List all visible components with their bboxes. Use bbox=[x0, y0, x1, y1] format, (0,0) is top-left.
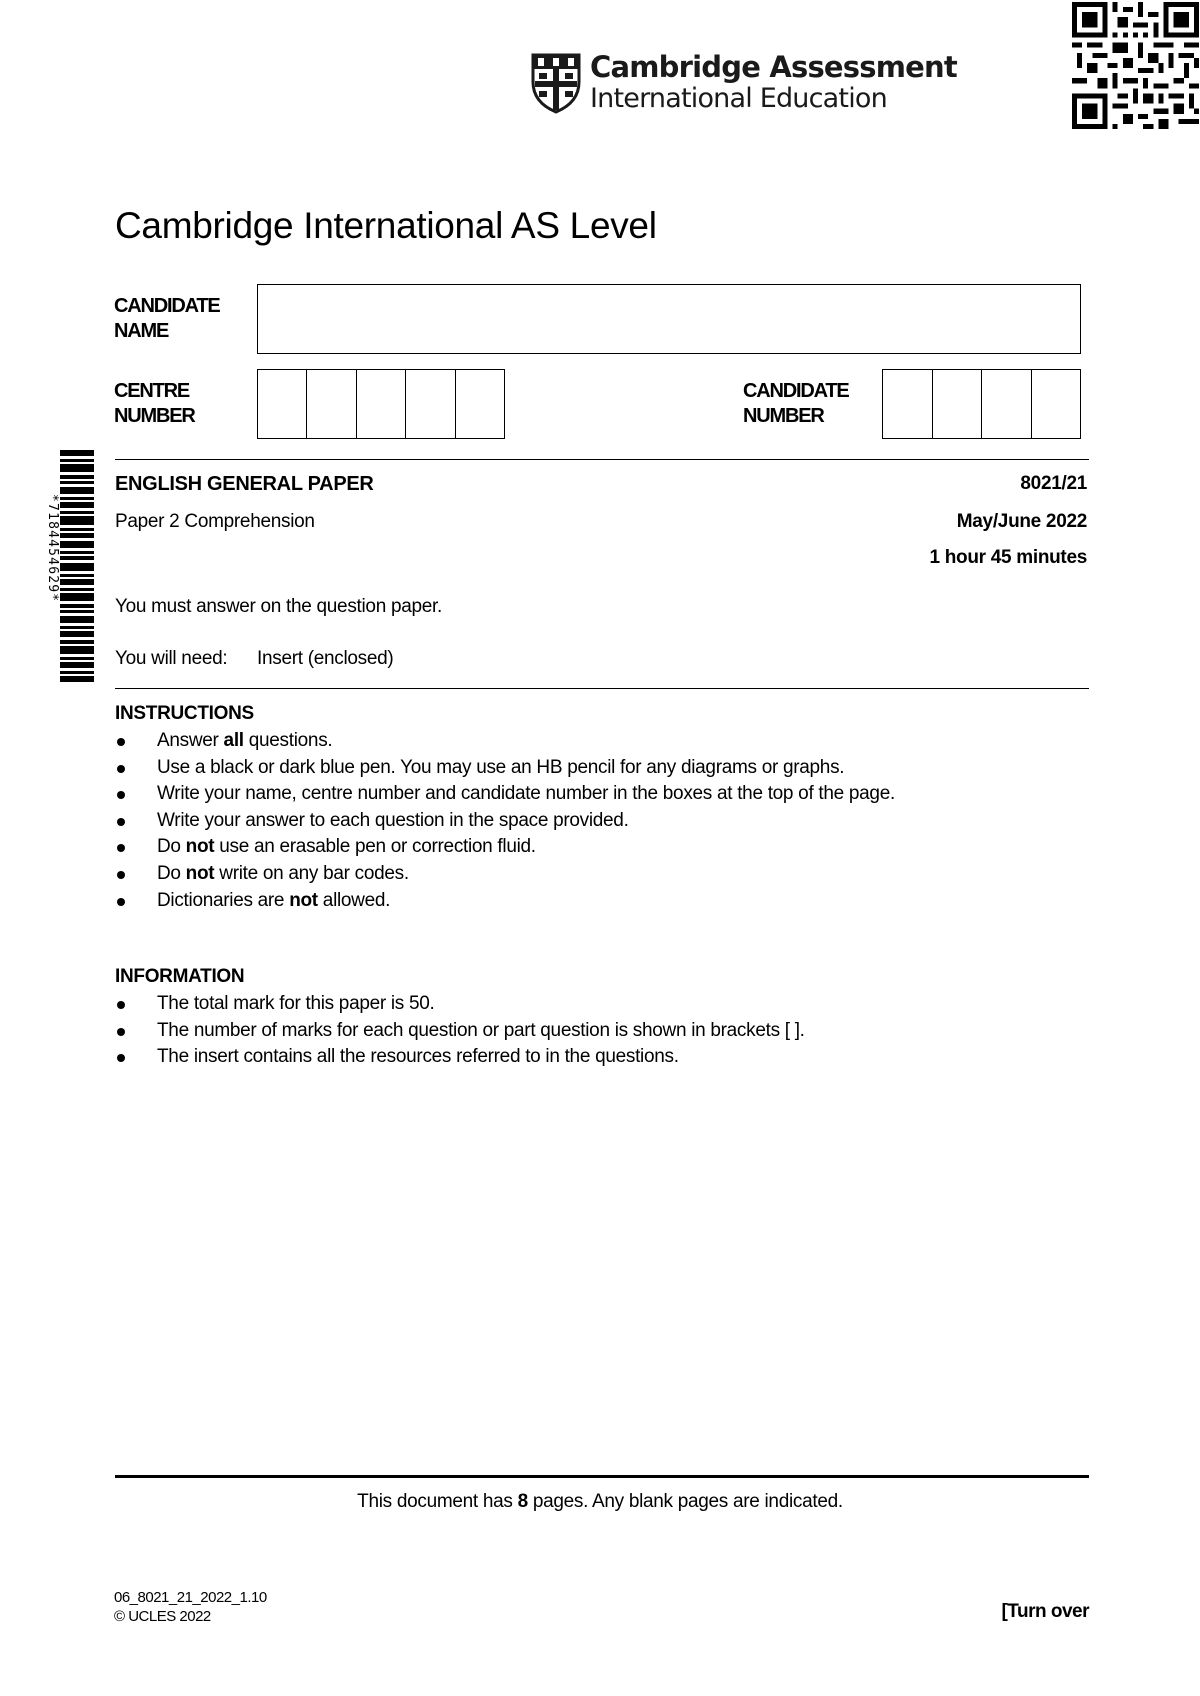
divider bbox=[115, 459, 1089, 460]
candidate-digit-box[interactable] bbox=[982, 370, 1032, 438]
bullet-icon bbox=[117, 1001, 125, 1009]
exam-session: May/June 2022 bbox=[956, 511, 1087, 532]
bullet-icon bbox=[117, 738, 125, 746]
exam-duration: 1 hour 45 minutes bbox=[929, 547, 1087, 568]
centre-digit-box[interactable] bbox=[307, 370, 356, 438]
bullet-icon bbox=[117, 898, 125, 906]
candidate-number-field[interactable] bbox=[882, 369, 1081, 439]
candidate-number-label: CANDIDATE NUMBER bbox=[743, 380, 849, 427]
list-item: Dictionaries are not allowed. bbox=[115, 888, 895, 915]
list-item: Write your name, centre number and candidate number in the boxes at the top of the page. bbox=[115, 781, 895, 808]
list-item: Use a black or dark blue pen. You may use an HB pencil for any diagrams or graphs. bbox=[115, 755, 895, 782]
centre-digit-box[interactable] bbox=[258, 370, 307, 438]
candidate-digit-box[interactable] bbox=[933, 370, 983, 438]
instructions-heading: INSTRUCTIONS bbox=[115, 703, 254, 724]
centre-digit-box[interactable] bbox=[406, 370, 455, 438]
side-barcode bbox=[60, 450, 94, 682]
qr-code-icon bbox=[1072, 2, 1199, 129]
turn-over-label: [Turn over bbox=[1001, 1601, 1089, 1622]
cambridge-shield-icon bbox=[530, 52, 582, 114]
centre-digit-box[interactable] bbox=[456, 370, 504, 438]
logo-line-1: Cambridge Assessment bbox=[590, 50, 957, 84]
footer-divider bbox=[115, 1475, 1089, 1478]
subject-title: ENGLISH GENERAL PAPER bbox=[115, 473, 374, 495]
divider bbox=[115, 688, 1089, 689]
candidate-digit-box[interactable] bbox=[1032, 370, 1081, 438]
copyright: © UCLES 2022 bbox=[114, 1608, 211, 1625]
need-value: Insert (enclosed) bbox=[257, 648, 394, 669]
need-label: You will need: bbox=[115, 648, 228, 669]
bullet-icon bbox=[117, 1028, 125, 1036]
centre-digit-box[interactable] bbox=[357, 370, 406, 438]
information-list bbox=[115, 991, 805, 1071]
paper-code: 8021/21 bbox=[1020, 473, 1087, 494]
answer-note: You must answer on the question paper. bbox=[115, 596, 442, 617]
document-reference: 06_8021_21_2022_1.10 bbox=[114, 1589, 267, 1606]
information-heading: INFORMATION bbox=[115, 966, 245, 987]
list-item: The total mark for this paper is 50. bbox=[115, 991, 805, 1018]
logo-line-2: International Education bbox=[590, 83, 887, 114]
bullet-icon bbox=[117, 765, 125, 773]
list-item: The insert contains all the resources referred to in the questions. bbox=[115, 1044, 805, 1071]
bullet-icon bbox=[117, 1054, 125, 1062]
bullet-icon bbox=[117, 818, 125, 826]
bullet-icon bbox=[117, 844, 125, 852]
list-item: The number of marks for each question or part question is shown in brackets [ ]. bbox=[115, 1018, 805, 1045]
page-count-note: This document has 8 pages. Any blank pages are indicated. bbox=[357, 1491, 843, 1512]
cambridge-logo bbox=[530, 52, 957, 114]
candidate-name-label: CANDIDATE NAME bbox=[114, 295, 220, 342]
bullet-icon bbox=[117, 871, 125, 879]
centre-number-field[interactable] bbox=[257, 369, 505, 439]
list-item: Do not use an erasable pen or correction fluid. bbox=[115, 834, 895, 861]
bullet-icon bbox=[117, 791, 125, 799]
list-item: Write your answer to each question in the space provided. bbox=[115, 808, 895, 835]
candidate-name-field[interactable] bbox=[257, 284, 1081, 354]
candidate-digit-box[interactable] bbox=[883, 370, 933, 438]
component-title: Paper 2 Comprehension bbox=[115, 511, 315, 532]
instructions-list bbox=[115, 728, 895, 914]
centre-number-label: CENTRE NUMBER bbox=[114, 380, 195, 427]
list-item: Do not write on any bar codes. bbox=[115, 861, 895, 888]
barcode-number: *7184454629* bbox=[45, 494, 60, 603]
qualification-title: Cambridge International AS Level bbox=[115, 205, 657, 246]
list-item: Answer all questions. bbox=[115, 728, 895, 755]
